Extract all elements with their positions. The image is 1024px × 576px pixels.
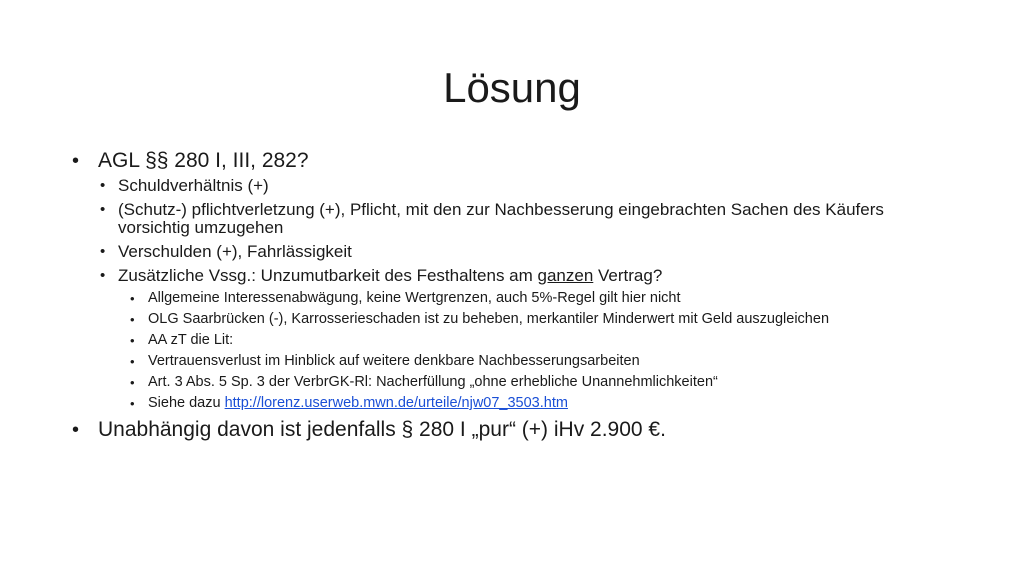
bullet-siehe-dazu: [128, 396, 950, 411]
bullet-agl: • AGL §§ 280 I, III, 282?: [70, 148, 950, 174]
bullet-list: [70, 148, 950, 443]
slide-title: Lösung: [443, 64, 581, 111]
bullet-zusaetzliche-vssg: [98, 267, 950, 285]
siehe-dazu-label: Siehe dazu: [148, 395, 225, 411]
bullet-pflichtverletzung: • (Schutz-) pflichtverletzung (+), Pflicht, mit den zur Nachbesserung eingebrachten Sachen des Käufers vorsichtig umzugehen: [98, 201, 950, 237]
reference-link[interactable]: http://lorenz.userweb.mwn.de/urteile/njw07_3503.htm: [224, 395, 568, 411]
vssg-text-pre: Zusätzliche Vssg.: Unzumutbarkeit des Festhaltens am: [118, 266, 538, 285]
bullet-verschulden: • Verschulden (+), Fahrlässigkeit: [98, 243, 950, 261]
bullet-interessenabwaegung: • Allgemeine Interessenabwägung, keine Wertgrenzen, auch 5%-Regel gilt hier nicht: [128, 291, 950, 306]
bullet-olg-saarbruecken: • OLG Saarbrücken (-), Karrosserieschaden ist zu beheben, merkantiler Minderwert mit Geld auszugleichen: [128, 312, 950, 327]
bullet-unabhaengig: • Unabhängig davon ist jedenfalls § 280 I „pur“ (+) iHv 2.900 €.: [70, 417, 950, 443]
bullet-schuldverhaeltnis: • Schuldverhältnis (+): [98, 177, 950, 195]
vssg-text-post: Vertrag?: [593, 266, 663, 285]
bullet-aa-zt-lit: • AA zT die Lit:: [128, 333, 950, 348]
bullet-vertrauensverlust: • Vertrauensverlust im Hinblick auf weitere denkbare Nachbesserungsarbeiten: [128, 354, 950, 369]
vssg-underlined-word: ganzen: [537, 266, 594, 285]
slide-body: [70, 148, 950, 446]
bullet-verbrgk-rl: • Art. 3 Abs. 5 Sp. 3 der VerbrGK-Rl: Nacherfüllung „ohne erhebliche Unannehmlichkeiten“: [128, 375, 950, 390]
